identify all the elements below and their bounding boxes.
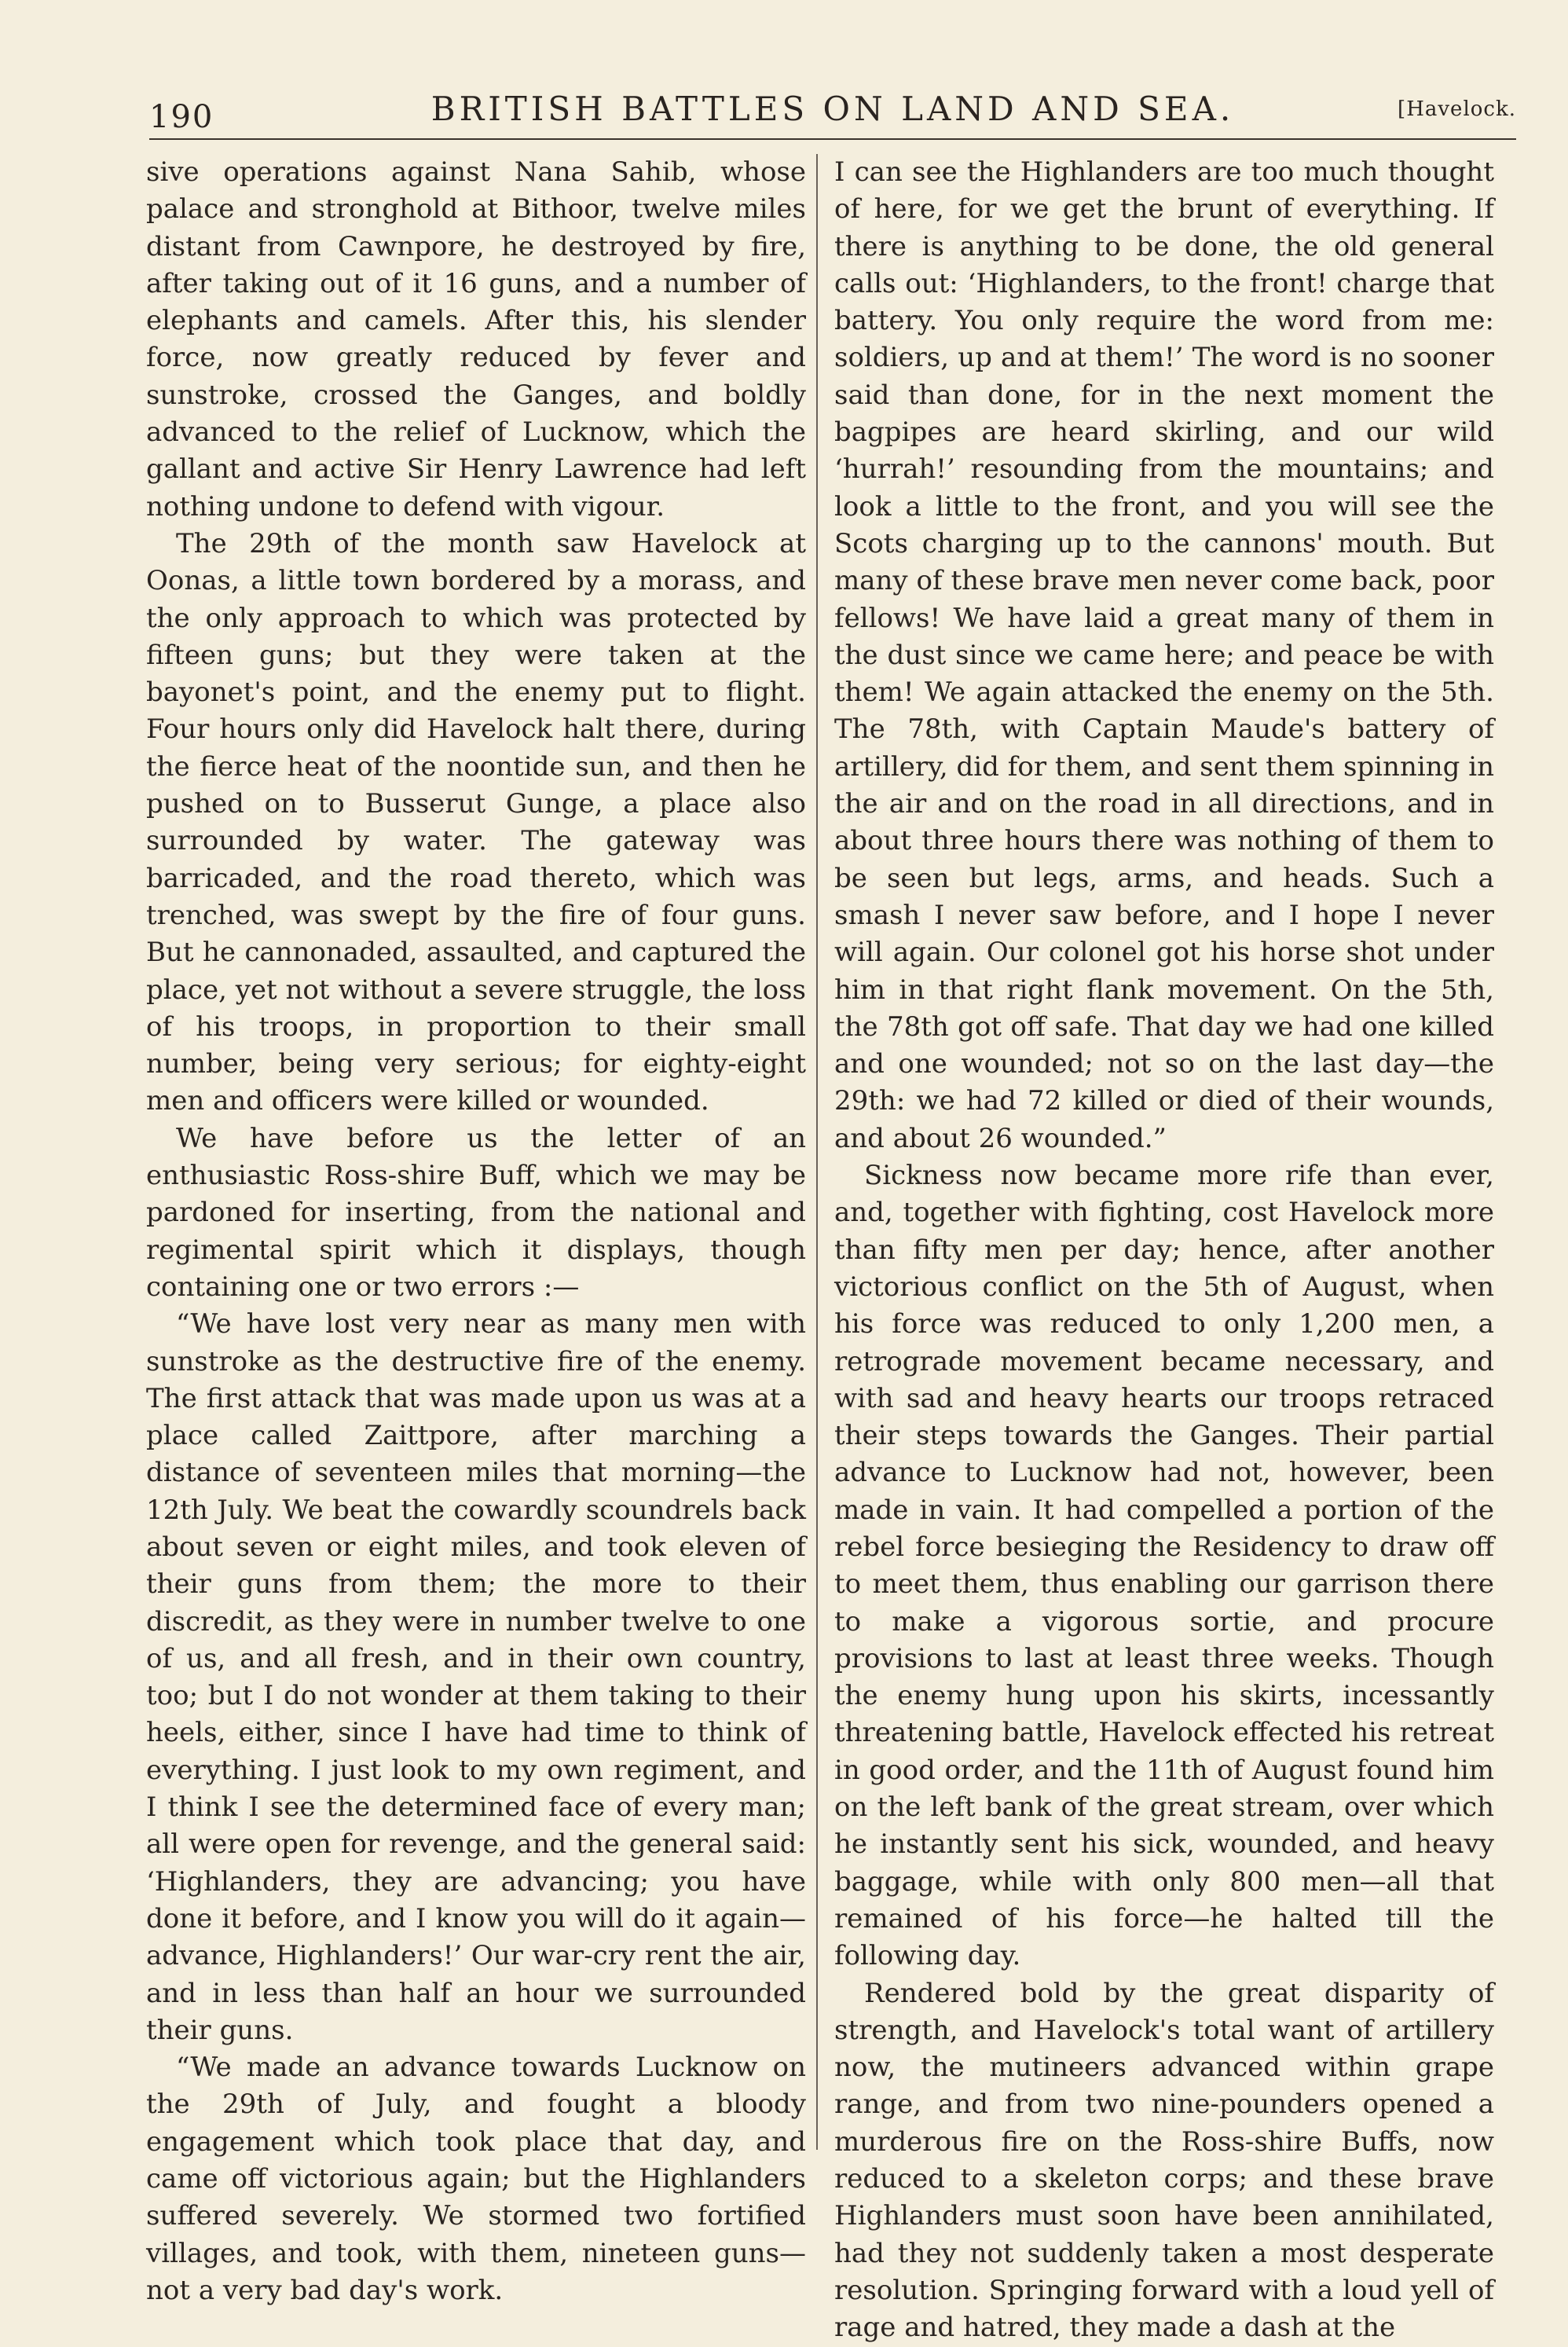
paragraph: We have before us the letter of an enthusiastic Ross-shire Buff, which we may be pardoned for inserting, from the national and regimental spirit which it displays, though containing one or two errors :— xyxy=(146,1122,806,1303)
paragraph: The 29th of the month saw Havelock at Oonas, a little town bordered by a morass, and the only approach to which was protected by fifteen guns; but they were taken at the bayonet's point, and the enemy put to flight. Four hours only did Havelock halt there, during the fierce heat of the noontide sun, and then he pushed on to Busserut Gunge, a place also surrounded by water. The gateway was barricaded, and the road thereto, which was trenched, was swept by the fire of four guns. But he cannonaded, assaulted, and captured the place, yet not without a severe struggle, the loss of his troops, in proportion to their small number, being very serious; for eighty-eight men and officers were killed or wounded. xyxy=(146,527,806,1117)
column-divider xyxy=(816,154,818,2150)
running-title: BRITISH BATTLES ON LAND AND SEA. xyxy=(430,90,1235,128)
left-column xyxy=(146,154,806,2309)
paragraph: Rendered bold by the great disparity of strength, and Havelock's total want of artillery now, the mutineers advanced within grape range, and from two nine-pounders opened a murderous fire on the Ross-shire Buffs, now reduced to a skeleton corps; and these brave Highlanders must soon have been annihilated, had they not suddenly taken a most desperate resolution. Springing forward with a loud yell of rage and hatred, they made a dash at the xyxy=(834,1977,1494,2344)
paragraph: Sickness now became more rife than ever, and, together with fighting, cost Havelock more than fifty men per day; hence, after another victorious conflict on the 5th of August, when his force was reduced to only 1,200 men, a retrograde movement became necessary, and with sad and heavy hearts our troops retraced their steps towards the Ganges. Their partial advance to Lucknow had not, however, been made in vain. It had compelled a portion of the rebel force besieging the Residency to draw off to meet them, thus enabling our garrison there to make a vigorous sortie, and procure provisions to last at least three weeks. Though the enemy hung upon his skirts, incessantly threatening battle, Havelock effected his retreat in good order, and the 11th of August found him on the left bank of the great stream, over which he instantly sent his sick, wounded, and heavy baggage, while with only 800 men—all that remained of his force—he halted till the following day. xyxy=(834,1160,1494,1972)
running-header xyxy=(149,88,1516,140)
right-column xyxy=(834,154,1494,2347)
paragraph: sive operations against Nana Sahib, whose palace and stronghold at Bithoor, twelve miles distant from Cawnpore, he destroyed by fire, after taking out of it 16 guns, and a number of elephants and camels. After this, his slender force, now greatly reduced by fever and sunstroke, crossed the Ganges, and boldly advanced to the relief of Lucknow, which the gallant and active Sir Henry Lawrence had left nothing undone to defend with vigour. xyxy=(146,156,806,523)
paragraph: “We made an advance towards Lucknow on the 29th of July, and fought a bloody engagement which took place that day, and came off victorious again; but the Highlanders suffered severely. We stormed two fortified villages, and took, with them, nineteen guns—not a very bad day's work. xyxy=(146,2052,806,2306)
paragraph: “We have lost very near as many men with sunstroke as the destructive fire of the enemy. The first attack that was made upon us was at a place called Zaittpore, after marching a distance of seventeen miles that morning—the 12th July. We beat the cowardly scoundrels back about seven or eight miles, and took eleven of their guns from them; the more to their discredit, as they were in number twelve to one of us, and all fresh, and in their own country, too; but I do not wonder at them taking to their heels, either, since I have had time to think of everything. I just look to my own regiment, and I think I see the determined face of every man; all were open for revenge, and the general said: ‘Highlanders, they are advancing; you have done it before, and I know you will do it again—advance, Highlanders!’ Our war-cry rent the air, and in less than half an hour we surrounded their guns. xyxy=(146,1308,806,2046)
section-label: [Havelock. xyxy=(1398,97,1516,121)
paragraph: I can see the Highlanders are too much thought of here, for we get the brunt of everything. If there is anything to be done, the old general calls out: ‘Highlanders, to the front! charge that battery. You only require the word from me: soldiers, up and at them!’ The word is no sooner said than done, for in the next moment the bagpipes are heard skirling, and our wild ‘hurrah!’ resounding from the mountains; and look a little to the front, and you will see the Scots charging up to the cannons' mouth. But many of these brave men never come back, poor fellows! We have laid a great many of them in the dust since we came here; and peace be with them! We again attacked the enemy on the 5th. The 78th, with Captain Maude's battery of artillery, did for them, and sent them spinning in the air and on the road in all directions, and in about three hours there was nothing of them to be seen but legs, arms, and heads. Such a smash I never saw before, and I hope I never will again. Our colonel got his horse shot under him in that right flank movement. On the 5th, the 78th got off safe. That day we had one killed and one wounded; not so on the last day—the 29th: we had 72 killed or died of their wounds, and about 26 wounded.” xyxy=(834,156,1494,1154)
page-number: 190 xyxy=(149,99,214,135)
